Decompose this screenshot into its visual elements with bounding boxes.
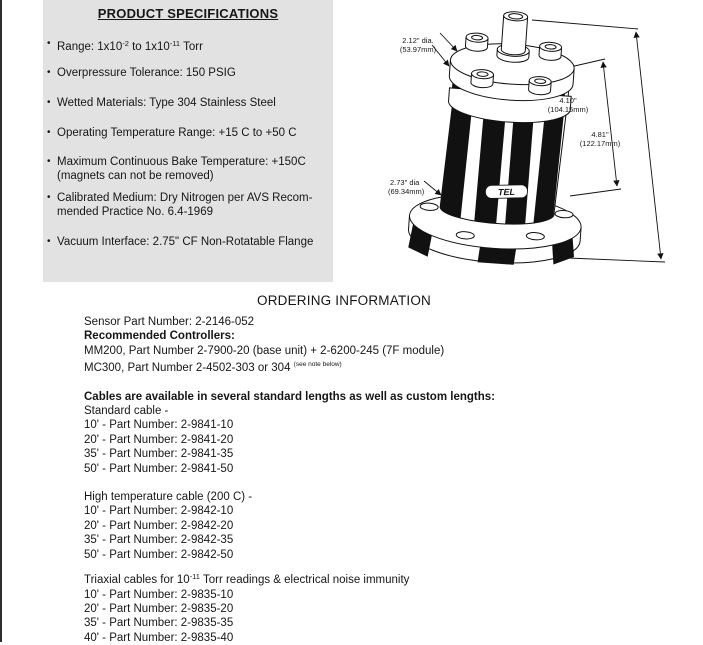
dim-upper-height-label: 4.10" [559, 96, 577, 105]
bake-line-2: (magnets can not be removed) [57, 170, 214, 182]
dim-line-4-10 [603, 62, 617, 186]
dim-total-height-label-mm: (122.17mm) [579, 139, 621, 148]
dim-top-diameter-label: 2.12" dia. [402, 36, 434, 45]
spec-bullet-bake-temp [47, 155, 329, 183]
bullet-marker: • [47, 97, 51, 108]
cable-item: 10' - Part Number: 2-9842-10 [84, 505, 234, 518]
bullet-marker: • [47, 127, 51, 138]
cables-heading: Cables are available in several standard lengths as well as custom lengths: [84, 390, 495, 403]
bullet-marker: • [47, 156, 51, 167]
cap-bolt [539, 42, 562, 61]
medium-line-1: Calibrated Medium: Dry Nitrogen per AVS Recom- [57, 192, 313, 204]
triaxial-post: Torr readings & electrical noise immunity [199, 574, 410, 587]
cap-bolt [471, 69, 494, 88]
cable-item: 50' - Part Number: 2-9842-50 [84, 548, 234, 561]
range-pre: Range: 1x10 [57, 41, 123, 53]
brand-label: TEL [497, 186, 516, 198]
range-exponent-1: -2 [122, 39, 129, 48]
spec-bullet-vacuum-interface [47, 235, 329, 249]
controller-mc300 [84, 358, 604, 375]
bullet-marker: • [47, 67, 51, 78]
triaxial-cable-label [84, 570, 604, 587]
spec-bake-text [57, 155, 329, 183]
dim-line-4-81 [636, 32, 661, 259]
cable-item: 10' - Part Number: 2-9835-10 [84, 588, 234, 601]
cap-bolt [528, 76, 551, 95]
bullet-marker: • [47, 38, 51, 49]
cable-item: 35' - Part Number: 2-9841-35 [84, 448, 234, 461]
cable-item: 35' - Part Number: 2-9835-35 [84, 617, 234, 630]
cap-bolt [465, 32, 488, 51]
gauge-body [436, 104, 566, 230]
dim-upper-height-label-mm: (104.15mm) [547, 105, 589, 114]
spec-medium-text [57, 191, 329, 219]
controller-mm200: MM200, Part Number 2-7900-20 (base unit) + 2-6200-245 (7F module) [84, 344, 445, 357]
cable-item: 20' - Part Number: 2-9841-20 [84, 433, 234, 446]
range-exponent-2: -11 [169, 39, 181, 48]
medium-line-2: mended Practice No. 6.4-1969 [57, 206, 213, 218]
page-edge-scan-line [0, 0, 2, 642]
bullet-marker: • [47, 236, 51, 247]
sensor-technical-drawing [372, 0, 702, 288]
standard-cable-label: Standard cable - [84, 405, 169, 418]
ordering-information-title: ORDERING INFORMATION [257, 293, 431, 308]
triaxial-pre: Triaxial cables for 10 [84, 574, 190, 587]
spec-range-text [57, 37, 329, 54]
spec-bullet-overpressure [47, 66, 329, 80]
bullet-marker: • [47, 192, 51, 203]
leader-flange-dia [424, 181, 441, 195]
dim-flange-diameter-label: 2.73" dia [390, 178, 420, 187]
range-post: Torr [180, 41, 203, 53]
spec-overpressure-text: Overpressure Tolerance: 150 PSIG [57, 67, 236, 79]
cable-item: 10' - Part Number: 2-9841-10 [84, 419, 234, 432]
leader-top-dia-1 [440, 33, 457, 51]
cable-item: 40' - Part Number: 2-9835-40 [84, 631, 234, 644]
product-specifications-title: PRODUCT SPECIFICATIONS [97, 6, 279, 21]
spec-interface-text: Vacuum Interface: 2.75" CF Non-Rotatable Flange [57, 236, 314, 248]
sensor-part-number: Sensor Part Number: 2-2146-052 [84, 316, 255, 328]
spec-bullet-range [47, 37, 329, 54]
center-connector [496, 11, 531, 64]
dim-top-diameter-label-mm: (53.97mm) [399, 45, 437, 54]
bake-line-1: Maximum Continuous Bake Temperature: +150C [57, 156, 306, 168]
ordering-information-section [84, 293, 604, 645]
spec-operating-text: Operating Temperature Range: +15 C to +50 C [57, 127, 297, 139]
range-mid: to 1x10 [128, 41, 170, 53]
product-specifications-panel [43, 0, 333, 282]
hightemp-cable-label: High temperature cable (200 C) - [84, 491, 253, 504]
cable-item: 20' - Part Number: 2-9842-20 [84, 519, 234, 532]
cable-item: 50' - Part Number: 2-9841-50 [84, 462, 234, 475]
recommended-controllers-heading: Recommended Controllers: [84, 330, 235, 343]
cable-item: 20' - Part Number: 2-9835-20 [84, 602, 234, 615]
triaxial-exponent: -11 [189, 572, 200, 582]
dim-total-height-label: 4.81" [591, 130, 609, 139]
spec-bullet-operating-temp [47, 126, 329, 140]
mc300-note: (see note below) [293, 361, 342, 369]
mc300-text: MC300, Part Number 2-4502-303 or 304 [84, 362, 294, 375]
spec-wetted-text: Wetted Materials: Type 304 Stainless Steel [57, 97, 276, 109]
spec-bullet-wetted-materials [47, 96, 329, 110]
cable-item: 35' - Part Number: 2-9842-35 [84, 534, 234, 547]
dim-flange-diameter-label-mm: (69.34mm) [388, 187, 425, 196]
spec-bullet-calibrated-medium [47, 191, 329, 219]
